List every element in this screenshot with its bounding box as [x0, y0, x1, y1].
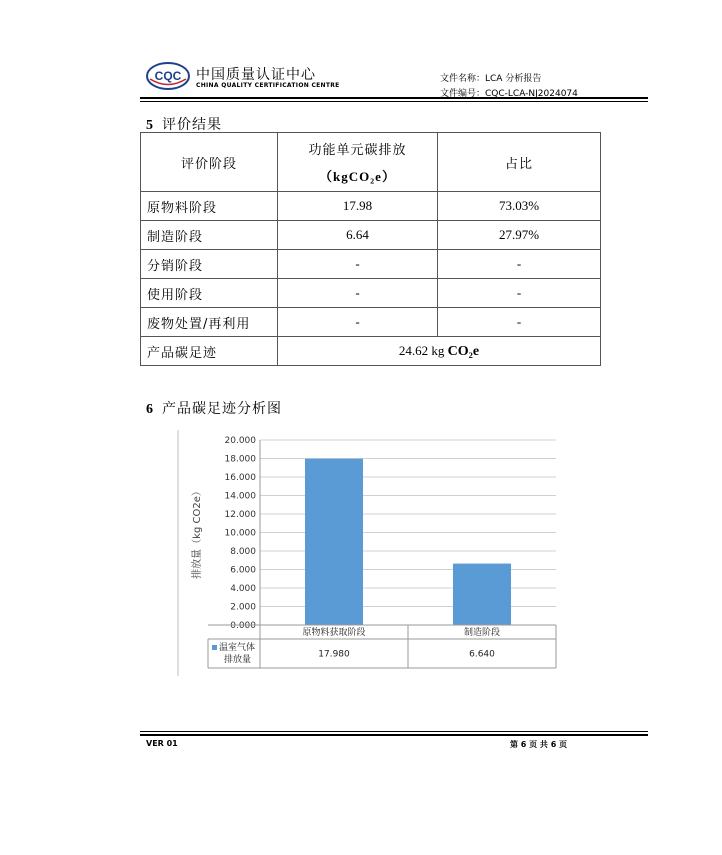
document-name: 文件名称：LCA 分析报告: [440, 74, 542, 84]
header-stage: 评价阶段: [141, 133, 278, 192]
document-number: 文件编号：CQC-LCA-NJ2024074: [440, 89, 578, 99]
version-label: VER 01: [146, 739, 178, 748]
header-rule: [140, 97, 648, 99]
section-6-heading: 6 产品碳足迹分析图: [146, 401, 282, 417]
logo-text: CQC: [154, 69, 182, 83]
y-tick-label: 6.000: [230, 565, 256, 576]
header-unit: （kgCO₂e）: [319, 169, 396, 184]
header-ratio: 占比: [438, 133, 601, 192]
table-row: 制造阶段 6.64 27.97%: [141, 221, 601, 250]
table-row: 使用阶段 - -: [141, 279, 601, 308]
footer-rule-thick: [140, 734, 648, 736]
legend-label: 温室气体: [219, 643, 256, 653]
x-tick-label: 原物料获取阶段: [302, 628, 366, 638]
x-tick-label: 制造阶段: [463, 628, 501, 638]
y-tick-label: 8.000: [230, 547, 256, 557]
y-tick-label: 4.000: [230, 584, 256, 594]
data-label: 17.980: [318, 649, 350, 660]
y-tick-label: 12.000: [224, 510, 256, 520]
table-header-row: [141, 133, 601, 192]
results-table: [140, 132, 601, 366]
header-emission: 功能单元碳排放 （kgCO₂e）: [278, 133, 438, 192]
cqc-logo: [146, 62, 190, 90]
table-row: 分销阶段 - -: [141, 250, 601, 279]
legend-label: 排放量: [224, 655, 252, 665]
legend-swatch: [212, 645, 217, 650]
y-tick-label: 2.000: [230, 602, 256, 613]
total-label: 产品碳足迹: [141, 337, 278, 366]
total-row: [141, 337, 601, 366]
y-axis-label: 排放量（kg CO2e）: [192, 486, 203, 579]
table-row: 废物处置/再利用 - -: [141, 308, 601, 337]
carbon-footprint-chart: [176, 428, 562, 678]
bar-0: [305, 459, 363, 625]
org-name-en: CHINA QUALITY CERTIFICATION CENTRE: [196, 82, 340, 89]
y-tick-label: 18.000: [224, 454, 256, 465]
table-row: 原物料阶段 17.98 73.03%: [141, 192, 601, 221]
header-rule-thin: [140, 101, 648, 102]
bar-1: [453, 564, 511, 625]
page-number: 第 6 页 共 6 页: [510, 740, 568, 749]
org-name-cn: 中国质量认证中心: [196, 67, 316, 83]
y-tick-label: 0.000: [230, 621, 256, 631]
y-tick-label: 20.000: [224, 436, 256, 446]
y-tick-label: 14.000: [224, 491, 256, 502]
footer-rule: [140, 731, 648, 732]
section-5-heading: 5 评价结果: [146, 117, 222, 133]
y-tick-label: 16.000: [224, 473, 256, 483]
data-label: 6.640: [469, 649, 495, 660]
y-tick-label: 10.000: [224, 528, 256, 539]
total-value: 24.62 kg CO₂e: [278, 337, 601, 366]
